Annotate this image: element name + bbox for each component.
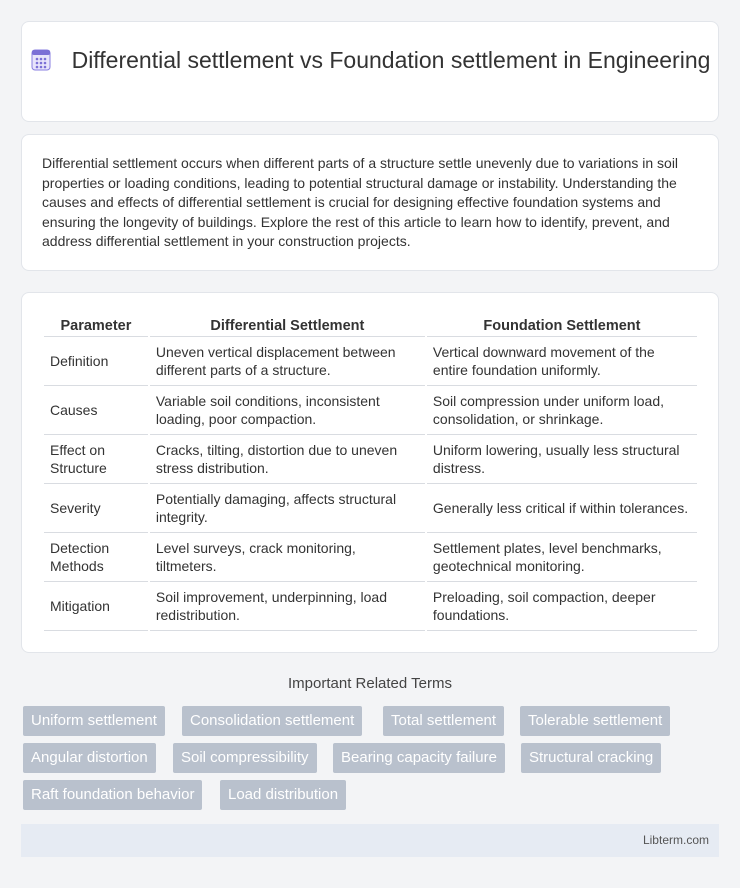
related-term-tag[interactable]: Raft foundation behavior bbox=[23, 780, 202, 810]
comparison-table bbox=[42, 315, 699, 631]
row-foundation: Vertical downward movement of the entire foundation uniformly. bbox=[427, 337, 697, 386]
row-foundation: Soil compression under uniform load, consolidation, or shrinkage. bbox=[427, 386, 697, 435]
related-term-tag[interactable]: Load distribution bbox=[220, 780, 346, 810]
title-card bbox=[21, 21, 719, 122]
header-foundation-settlement: Foundation Settlement bbox=[427, 315, 697, 337]
row-foundation: Uniform lowering, usually less structural distress. bbox=[427, 435, 697, 484]
related-term-tag[interactable]: Angular distortion bbox=[23, 743, 156, 773]
row-differential: Soil improvement, underpinning, load redistribution. bbox=[150, 582, 425, 631]
row-differential: Variable soil conditions, inconsistent loading, poor compaction. bbox=[150, 386, 425, 435]
table-row bbox=[44, 386, 697, 435]
row-parameter: Detection Methods bbox=[44, 533, 148, 582]
related-term-tag[interactable]: Structural cracking bbox=[521, 743, 661, 773]
row-foundation: Generally less critical if within tolerances. bbox=[427, 484, 697, 533]
related-term-tag[interactable]: Total settlement bbox=[383, 706, 504, 736]
table-row bbox=[44, 484, 697, 533]
table-row bbox=[44, 582, 697, 631]
related-term-tag[interactable]: Bearing capacity failure bbox=[333, 743, 505, 773]
row-parameter: Effect on Structure bbox=[44, 435, 148, 484]
row-differential: Uneven vertical displacement between different parts of a structure. bbox=[150, 337, 425, 386]
row-foundation: Preloading, soil compaction, deeper foundations. bbox=[427, 582, 697, 631]
related-term-tag[interactable]: Uniform settlement bbox=[23, 706, 165, 736]
related-term-tag[interactable]: Consolidation settlement bbox=[182, 706, 362, 736]
comparison-table-card bbox=[21, 292, 719, 653]
intro-card bbox=[21, 134, 719, 271]
footer bbox=[21, 824, 719, 857]
row-differential: Potentially damaging, affects structural integrity. bbox=[150, 484, 425, 533]
table-row bbox=[44, 533, 697, 582]
header-parameter: Parameter bbox=[44, 315, 148, 337]
table-row bbox=[44, 435, 697, 484]
related-term-tag[interactable]: Tolerable settlement bbox=[520, 706, 670, 736]
related-term-tag[interactable]: Soil compressibility bbox=[173, 743, 317, 773]
row-parameter: Severity bbox=[44, 484, 148, 533]
table-header-row bbox=[44, 315, 697, 337]
calculator-icon bbox=[30, 49, 52, 71]
table-row bbox=[44, 337, 697, 386]
row-differential: Cracks, tilting, distortion due to uneven stress distribution. bbox=[150, 435, 425, 484]
row-parameter: Mitigation bbox=[44, 582, 148, 631]
page-title: Differential settlement vs Foundation settlement in Engineering bbox=[71, 47, 711, 73]
related-terms-title: Important Related Terms bbox=[288, 675, 452, 692]
row-parameter: Definition bbox=[44, 337, 148, 386]
page-title-wrap bbox=[22, 46, 718, 75]
footer-site-link[interactable]: Libterm.com bbox=[642, 833, 709, 847]
row-differential: Level surveys, crack monitoring, tiltmeters. bbox=[150, 533, 425, 582]
intro-paragraph: Differential settlement occurs when different parts of a structure settle unevenly due to variations in soil properties or loading conditions, leading to potential structural damage or instability. Understanding the causes and effects of differential settlement is crucial for designing effective foundation systems and ensuring the longevity of buildings. Explore the rest of this article to learn how to identify, prevent, and address differential settlement in your construction projects. bbox=[42, 155, 679, 250]
header-differential-settlement: Differential Settlement bbox=[150, 315, 425, 337]
row-foundation: Settlement plates, level benchmarks, geotechnical monitoring. bbox=[427, 533, 697, 582]
row-parameter: Causes bbox=[44, 386, 148, 435]
